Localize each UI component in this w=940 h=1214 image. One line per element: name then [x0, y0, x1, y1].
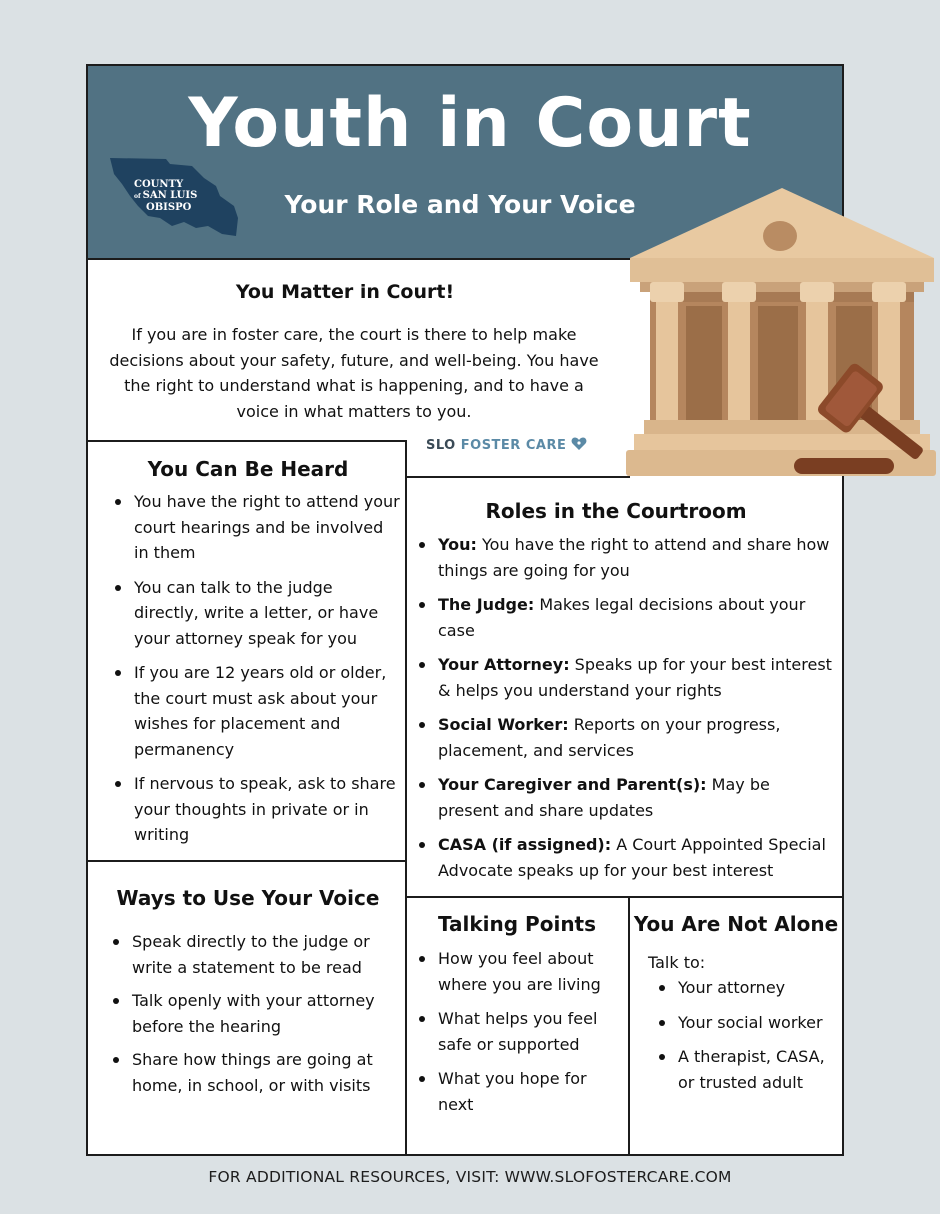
list-item: The Judge: Makes legal decisions about your case — [414, 592, 832, 643]
heard-list — [110, 489, 400, 848]
intro-text: If you are in foster care, the court is there to help make decisions about your safety, future, and well-being. You have the right to understand what is happening, and to have a voice in what matters to you. — [109, 325, 599, 421]
courthouse-gavel-icon — [626, 186, 938, 482]
county-logo-text: COUNTY of SAN LUIS OBISPO — [134, 179, 198, 213]
voice-list — [108, 929, 398, 1098]
list-item: CASA (if assigned): A Court Appointed Special Advocate speaks up for your best interest — [414, 832, 832, 883]
alone-intro: Talk to: — [648, 953, 706, 972]
list-item: Your Caregiver and Parent(s): May be present and share updates — [414, 772, 832, 823]
talking-heading: Talking Points — [437, 912, 597, 936]
list-item: You have the right to attend your court hearings and be involved in them — [110, 489, 400, 566]
divider-roles — [406, 896, 844, 898]
page-subtitle: Your Role and Your Voice — [284, 190, 636, 219]
roles-heading: Roles in the Courtroom — [485, 499, 747, 523]
slo-foster-care-brand: SLO FOSTER CARE — [426, 437, 587, 453]
talking-list — [414, 946, 626, 1117]
divider-heard — [88, 860, 406, 862]
intro-heading: You Matter in Court! — [235, 281, 455, 303]
list-item: Speak directly to the judge or write a statement to be read — [108, 929, 398, 980]
alone-heading: You Are Not Alone — [633, 912, 839, 936]
voice-heading: Ways to Use Your Voice — [116, 886, 380, 910]
heard-heading: You Can Be Heard — [147, 457, 349, 481]
list-item: A therapist, CASA, or trusted adult — [654, 1044, 838, 1095]
list-item: Talk openly with your attorney before the hearing — [108, 988, 398, 1039]
divider-roles-top — [406, 476, 630, 478]
footer-resources: FOR ADDITIONAL RESOURCES, VISIT: WWW.SLOFOSTERCARE.COM — [208, 1168, 732, 1186]
list-item: You can talk to the judge directly, write a letter, or have your attorney speak for you — [110, 575, 400, 652]
list-item: Share how things are going at home, in school, or with visits — [108, 1047, 398, 1098]
divider-center — [405, 440, 407, 1156]
page-title: Youth in Court — [188, 84, 752, 163]
divider-intro — [88, 440, 406, 442]
roles-list — [414, 532, 832, 883]
list-item: If you are 12 years old or older, the court must ask about your wishes for placement and permanency — [110, 660, 400, 762]
list-item: Your social worker — [654, 1010, 838, 1036]
alone-list — [654, 975, 838, 1095]
list-item: Social Worker: Reports on your progress, placement, and services — [414, 712, 832, 763]
list-item: How you feel about where you are living — [414, 946, 626, 997]
list-item: If nervous to speak, ask to share your thoughts in private or in writing — [110, 771, 400, 848]
list-item: What you hope for next — [414, 1066, 626, 1117]
divider-right — [628, 896, 630, 1156]
list-item: Your attorney — [654, 975, 838, 1001]
list-item: What helps you feel safe or supported — [414, 1006, 626, 1057]
list-item: Your Attorney: Speaks up for your best interest & helps you understand your rights — [414, 652, 832, 703]
family-heart-icon — [571, 437, 587, 451]
list-item: You: You have the right to attend and share how things are going for you — [414, 532, 832, 583]
